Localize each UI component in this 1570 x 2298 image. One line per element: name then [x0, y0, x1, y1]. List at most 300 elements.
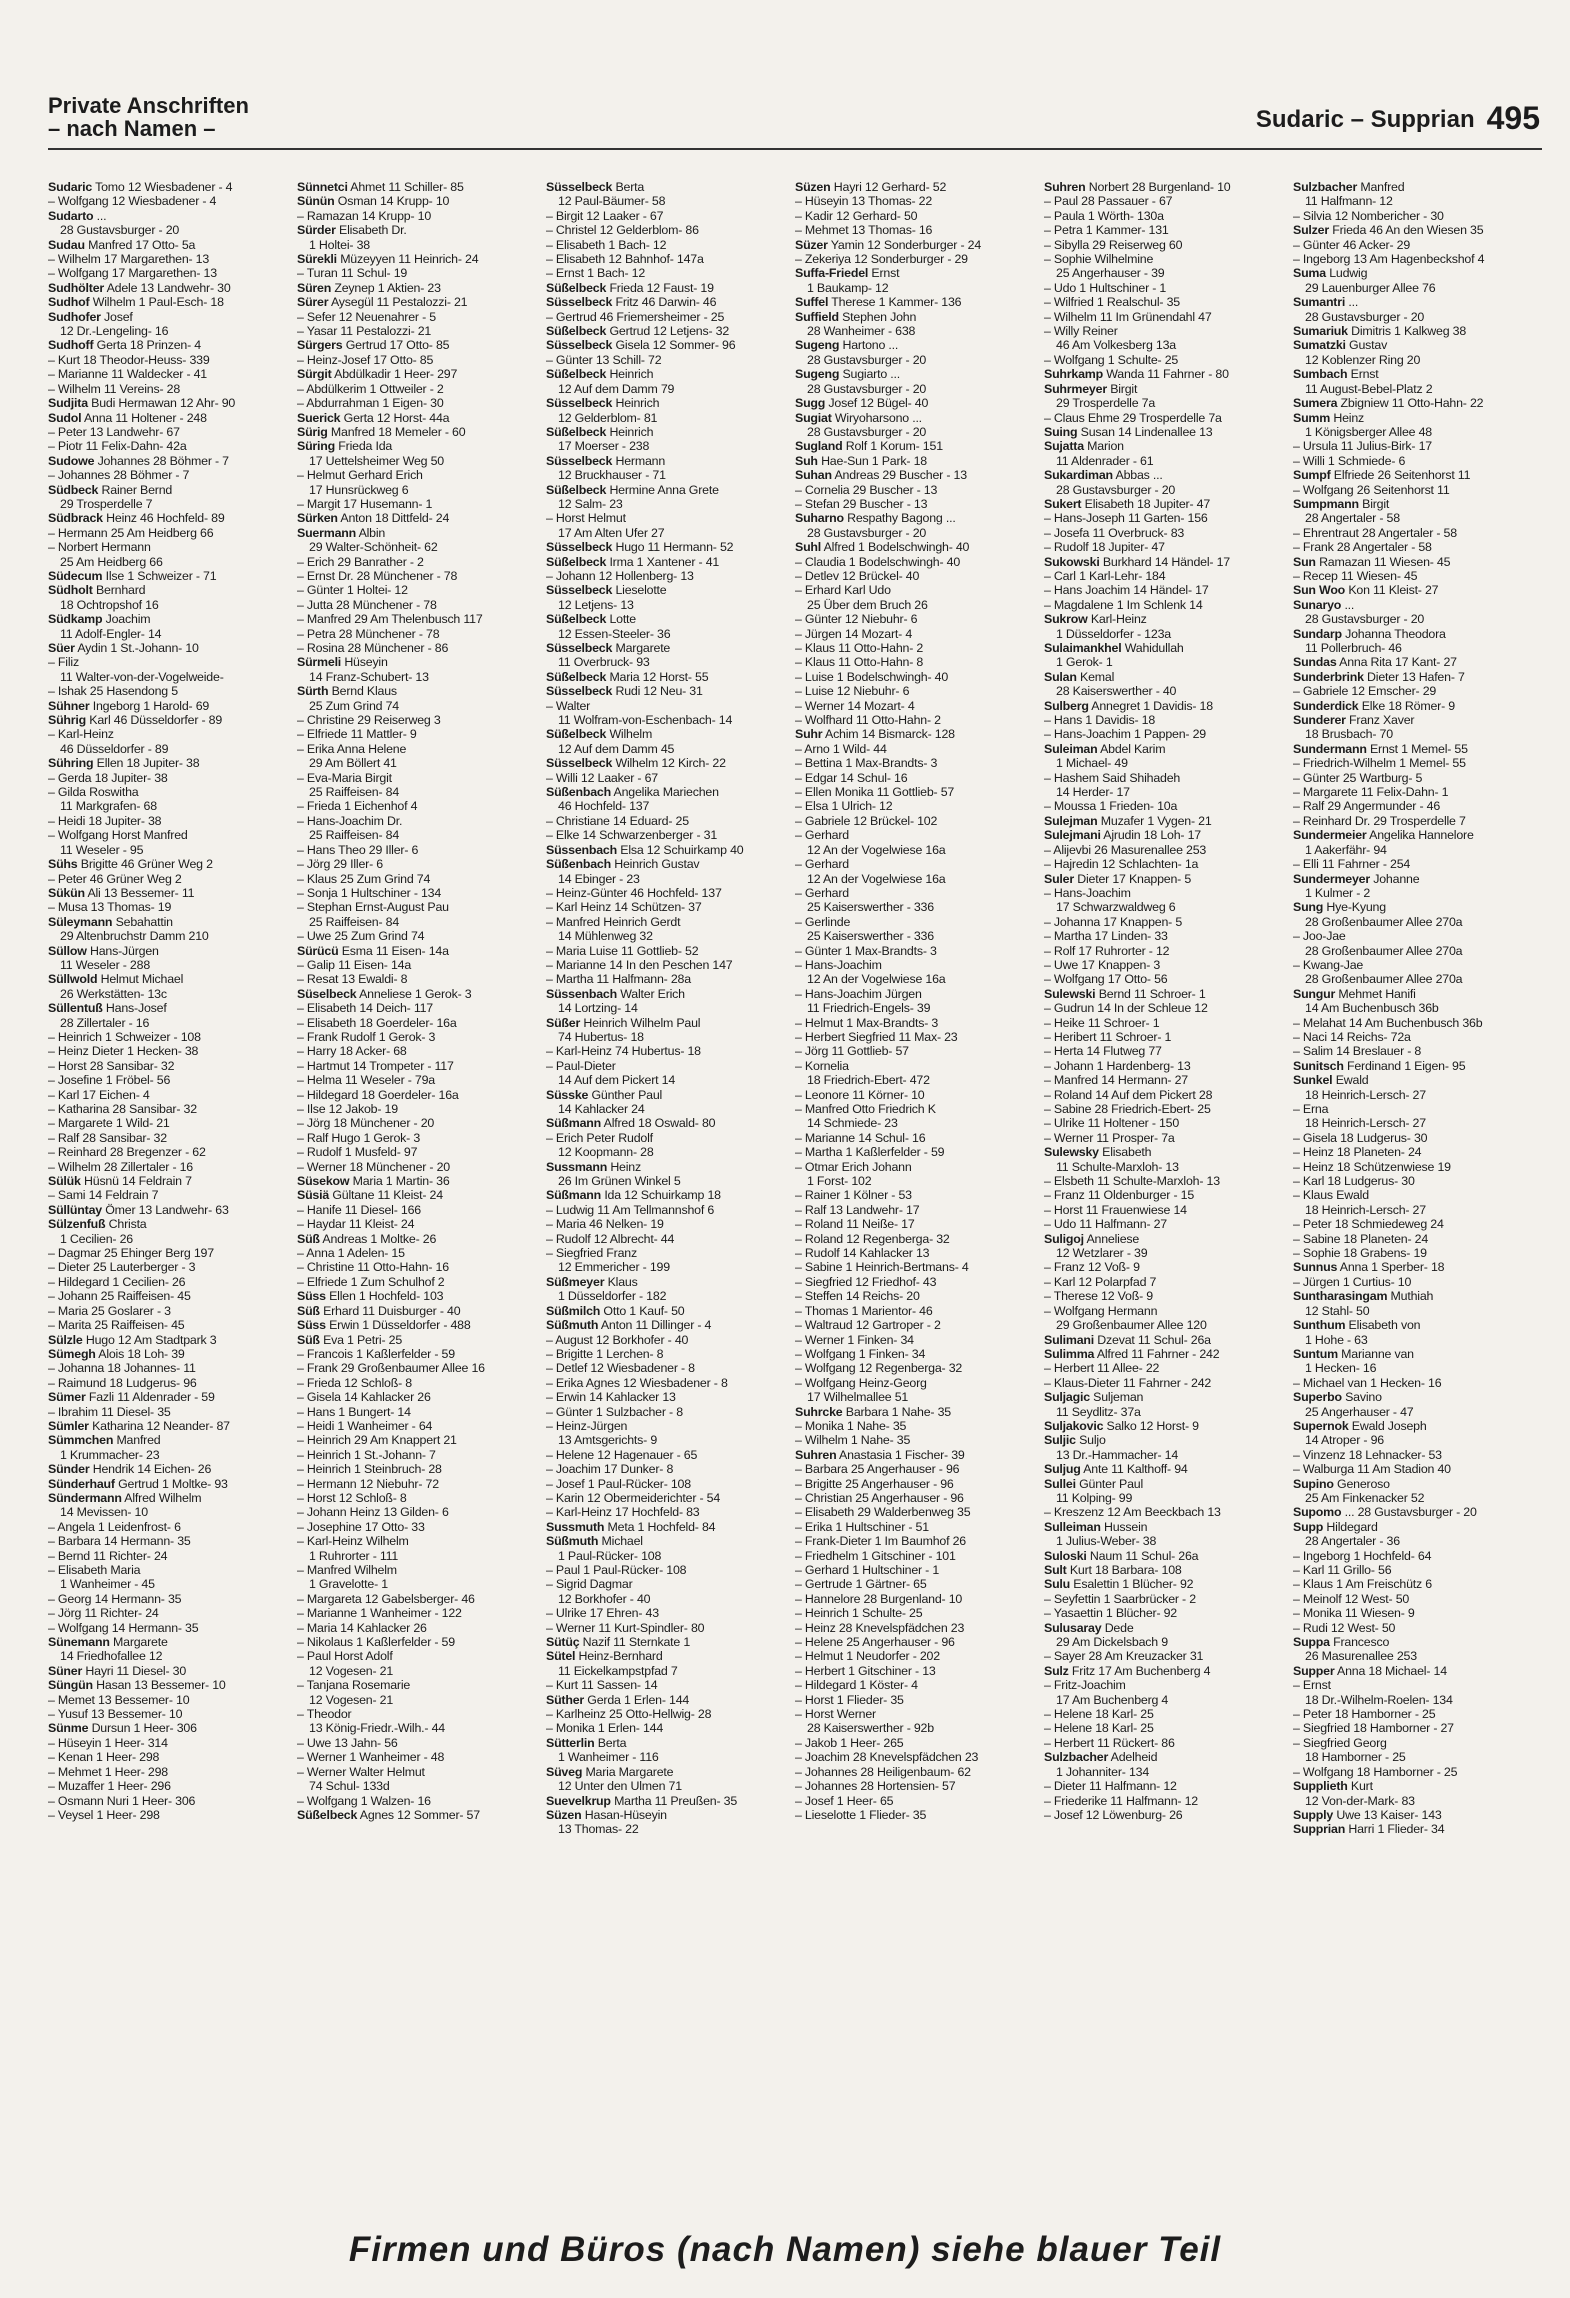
entry-details: 11 Weseler - 288: [60, 957, 151, 972]
entry-details: – Hans 1 Bungert- 14: [297, 1404, 411, 1419]
entry-details: 12 Vogesen- 21: [309, 1692, 394, 1707]
entry-details: – Hermann 25 Am Heidberg 66: [48, 525, 214, 540]
directory-entry: [1293, 396, 1542, 410]
entry-details: Wanda 11 Fahrner - 80: [1106, 367, 1229, 382]
footer-note: Firmen und Büros (nach Namen) siehe blauer Teil: [348, 2230, 1222, 2269]
entry-details: – August 12 Borkhofer - 40: [546, 1332, 689, 1347]
directory-entry: [48, 699, 297, 713]
directory-entry: [48, 1116, 297, 1130]
entry-details: – Günter 1 Sulzbacher - 8: [546, 1404, 683, 1419]
directory-entry: [48, 1491, 297, 1505]
directory-entry: [546, 1419, 795, 1433]
entry-details: Hans-Josef: [105, 1001, 167, 1016]
entry-surname: Sussmann: [546, 1159, 608, 1174]
entry-details: Gustav: [1349, 338, 1388, 353]
entry-details: 12 An der Vogelwiese 16a: [807, 842, 946, 857]
directory-entry: [546, 353, 795, 367]
entry-details: Zeynep 1 Aktien- 23: [334, 280, 441, 295]
entry-surname: Suler: [1044, 871, 1074, 886]
directory-entry: [297, 1808, 546, 1822]
entry-surname: Süßelbeck: [546, 727, 607, 742]
entry-details: – Maria 46 Nelken- 19: [546, 1217, 664, 1232]
entry-surname: Suermann: [297, 525, 356, 540]
directory-entry: [48, 684, 297, 698]
entry-details: Berta: [597, 1735, 627, 1750]
directory-entry: [1293, 511, 1542, 525]
entry-details: Berta: [615, 180, 645, 194]
entry-details: – Heinrich 1 Schulte- 25: [795, 1606, 923, 1621]
directory-entry: [1044, 1405, 1293, 1419]
entry-details: – Recep 11 Wiesen- 45: [1293, 568, 1418, 583]
directory-entry: [1293, 785, 1542, 799]
directory-entry: [546, 886, 795, 900]
entry-details: Alfred 11 Fahrner - 242: [1096, 1346, 1220, 1361]
entry-details: – Rudolf 12 Albrecht- 44: [546, 1231, 675, 1246]
directory-entry: [1044, 439, 1293, 453]
directory-entry: [546, 1390, 795, 1404]
entry-details: – Manfred Wilhelm: [297, 1563, 397, 1577]
entry-details: – Willy Reiner: [1044, 324, 1118, 339]
entry-details: – Johannes 28 Böhmer - 7: [48, 468, 190, 483]
entry-details: – Abdurrahman 1 Eigen- 30: [297, 396, 444, 411]
entry-details: 14 Ebinger - 23: [558, 871, 640, 886]
entry-surname: Süzen: [795, 180, 831, 194]
entry-surname: Sundermeier: [1293, 828, 1367, 843]
entry-surname: Süßelbeck: [546, 324, 607, 339]
entry-details: 1 Gerok- 1: [1056, 655, 1113, 670]
entry-details: – Jürgen 14 Mozart- 4: [795, 626, 913, 641]
entry-details: 12 An der Vogelwiese 16a: [807, 972, 946, 987]
directory-entry: [297, 540, 546, 554]
directory-entry: [297, 353, 546, 367]
directory-entry: [1044, 900, 1293, 914]
directory-entry: [1044, 1145, 1293, 1159]
directory-entry: [546, 915, 795, 929]
entry-details: – Josef 1 Paul-Rücker- 108: [546, 1476, 691, 1491]
entry-details: – Jakob 1 Heer- 265: [795, 1735, 904, 1750]
entry-details: Kurt 18 Barbara- 108: [1069, 1563, 1182, 1577]
directory-entry: [1044, 1635, 1293, 1649]
directory-entry: [795, 223, 1044, 237]
directory-entry: [297, 915, 546, 929]
entry-details: – Wilfried 1 Realschul- 35: [1044, 295, 1180, 310]
entry-surname: Sugiat: [795, 410, 832, 425]
entry-details: – Dagmar 25 Ehinger Berg 197: [48, 1246, 214, 1261]
entry-surname: Sulan: [1044, 669, 1077, 684]
entry-surname: Süer: [48, 641, 75, 655]
directory-entry: [297, 439, 546, 453]
entry-details: Hasan-Hüseyin: [584, 1807, 667, 1822]
entry-details: 12 Salm- 23: [558, 496, 623, 511]
directory-entry: [297, 1707, 546, 1721]
directory-entry: [297, 1491, 546, 1505]
directory-entry: [297, 252, 546, 266]
directory-entry: [48, 338, 297, 352]
entry-details: Manfred: [116, 1433, 161, 1448]
directory-entry: [1293, 1376, 1542, 1390]
directory-entry: [795, 468, 1044, 482]
entry-details: 12 Dr.-Lengeling- 16: [60, 324, 169, 339]
directory-entry: [1044, 1577, 1293, 1591]
entry-details: Salko 12 Horst- 9: [1106, 1418, 1199, 1433]
entry-details: – Ralf 29 Angermunder - 46: [1293, 799, 1441, 814]
entry-details: Hans-Jürgen: [89, 943, 159, 958]
entry-details: – Resat 13 Ewaldi- 8: [297, 972, 408, 987]
entry-details: Andreas 29 Buscher - 13: [834, 468, 967, 483]
directory-entry: [1293, 281, 1542, 295]
directory-entry: [795, 454, 1044, 468]
directory-entry: [546, 1505, 795, 1519]
entry-details: – Helmut 1 Max-Brandts- 3: [795, 1015, 939, 1030]
entry-details: – Klaus 1 Am Freischütz 6: [1293, 1577, 1432, 1592]
entry-surname: Süßmeyer: [546, 1274, 605, 1289]
directory-entry: [546, 338, 795, 352]
entry-details: – Leonore 11 Körner- 10: [795, 1087, 925, 1102]
entry-surname: Sungur: [1293, 986, 1336, 1001]
entry-surname: Sütel: [546, 1649, 576, 1664]
entry-surname: Supino: [1293, 1476, 1334, 1491]
directory-entry: [546, 655, 795, 669]
entry-details: Meta 1 Hochfeld- 84: [607, 1519, 716, 1534]
directory-entry: [1293, 670, 1542, 684]
directory-entry: [48, 1275, 297, 1289]
entry-surname: Sunaryo: [1293, 597, 1342, 612]
entry-surname: Sürgers: [297, 338, 343, 353]
directory-entry: [48, 785, 297, 799]
entry-details: – Petra 1 Kammer- 131: [1044, 223, 1169, 238]
directory-entry: [48, 1044, 297, 1058]
entry-details: 25 Kaiserswerther - 336: [807, 900, 934, 915]
entry-details: – Gisela 18 Ludgerus- 30: [1293, 1130, 1428, 1145]
entry-surname: Sulzbacher: [1293, 180, 1358, 194]
directory-entry: [795, 194, 1044, 208]
directory-entry: [546, 526, 795, 540]
directory-entry: [795, 699, 1044, 713]
entry-details: 12 Auf dem Damm 79: [558, 381, 675, 396]
directory-entry: [795, 785, 1044, 799]
entry-details: – Erich Peter Rudolf: [546, 1130, 653, 1145]
directory-entry: [546, 1448, 795, 1462]
directory-entry: [1293, 727, 1542, 741]
entry-surname: Sudowe: [48, 453, 95, 468]
directory-entry: [795, 1491, 1044, 1505]
directory-entry: [48, 799, 297, 813]
entry-details: – Rainer 1 Kölner - 53: [795, 1188, 912, 1203]
directory-entry: [1044, 1750, 1293, 1764]
entry-details: – Heinrich 29 Am Knappert 21: [297, 1433, 457, 1448]
directory-entry: [1293, 454, 1542, 468]
directory-entry: [297, 483, 546, 497]
directory-entry: [48, 857, 297, 871]
entry-details: Ellen 18 Jupiter- 38: [96, 756, 200, 771]
entry-surname: Suma: [1293, 266, 1326, 281]
entry-details: – Alijevbi 26 Masurenallee 253: [1044, 842, 1207, 857]
directory-entry: [1044, 799, 1293, 813]
directory-entry: [297, 1635, 546, 1649]
directory-entry: [795, 1520, 1044, 1534]
entry-details: Hartono ...: [842, 338, 899, 353]
entry-details: – Klaus 11 Otto-Hahn- 8: [795, 655, 924, 670]
directory-entry: [297, 555, 546, 569]
directory-entry: [48, 1347, 297, 1361]
directory-entry: [546, 367, 795, 381]
entry-surname: Süss: [297, 1318, 326, 1333]
entry-surname: Sukowski: [1044, 554, 1100, 569]
directory-entry: [1293, 338, 1542, 352]
entry-surname: Sunkel: [1293, 1073, 1333, 1088]
directory-entry: [1293, 1333, 1542, 1347]
directory-entry: [48, 1289, 297, 1303]
entry-surname: Suevelkrup: [546, 1793, 611, 1808]
directory-entry: [546, 396, 795, 410]
entry-surname: Suerick: [297, 410, 341, 425]
entry-surname: Sukardiman: [1044, 468, 1113, 483]
entry-details: Suljeman: [1093, 1390, 1144, 1405]
directory-entry: [795, 1794, 1044, 1808]
entry-details: – Dieter 25 Lauterberger - 3: [48, 1260, 196, 1275]
directory-entry: [795, 1116, 1044, 1130]
entry-surname: Süsselbeck: [546, 338, 613, 353]
directory-entry: [1293, 194, 1542, 208]
entry-details: 11 Wolfram-von-Eschenbach- 14: [558, 713, 733, 728]
directory-entry: [795, 526, 1044, 540]
entry-surname: Suffel: [795, 295, 829, 310]
entry-details: – Christine 11 Otto-Hahn- 16: [297, 1260, 449, 1275]
entry-surname: Sussmuth: [546, 1519, 605, 1534]
directory-entry: [546, 540, 795, 554]
directory-entry: [297, 1016, 546, 1030]
entry-surname: Sulberg: [1044, 698, 1089, 713]
directory-entry: [546, 1275, 795, 1289]
directory-entry: [1044, 396, 1293, 410]
entry-details: – Heinrich 1 Steinbruch- 28: [297, 1462, 442, 1477]
entry-surname: Sürücü: [297, 943, 339, 958]
entry-details: – Friederike 11 Halfmann- 12: [1044, 1793, 1198, 1808]
entry-details: 29 Altenbruchstr Damm 210: [60, 929, 209, 944]
entry-details: – Rosina 28 Münchener - 86: [297, 641, 449, 655]
directory-entry: [297, 411, 546, 425]
entry-details: – Salim 14 Breslauer - 8: [1293, 1044, 1422, 1059]
entry-details: 11 Aldenrader - 61: [1056, 453, 1154, 468]
entry-details: 14 Franz-Schubert- 13: [309, 669, 429, 684]
entry-details: – Seyfettin 1 Saarbrücker - 2: [1044, 1591, 1196, 1606]
entry-details: – Heinrich 1 St.-Johann- 7: [297, 1447, 436, 1462]
directory-entry: [795, 1563, 1044, 1577]
directory-entry: [795, 281, 1044, 295]
directory-entry: [1293, 1534, 1542, 1548]
entry-details: Fritz 46 Darwin- 46: [615, 295, 717, 310]
entry-details: Gertrud 1 Moltke- 93: [118, 1476, 228, 1491]
entry-details: Ramazan 11 Wiesen- 45: [1319, 554, 1451, 569]
entry-surname: Suhl: [795, 540, 822, 555]
directory-entry: [1293, 526, 1542, 540]
entry-surname: Süsselbeck: [546, 684, 613, 699]
entry-details: – Herbert 11 Allee- 22: [1044, 1361, 1160, 1376]
directory-entry: [795, 1102, 1044, 1116]
directory-entry: [546, 1635, 795, 1649]
directory-entry: [795, 1649, 1044, 1663]
entry-surname: Süsselbeck: [546, 583, 613, 598]
entry-surname: Sugg: [795, 396, 826, 411]
directory-entry: [1293, 828, 1542, 842]
directory-entry: [48, 655, 297, 669]
entry-surname: Süllüntay: [48, 1202, 102, 1217]
entry-details: – Gerhard: [795, 828, 849, 843]
directory-entry: [297, 338, 546, 352]
entry-details: Sugiarto ...: [842, 367, 901, 382]
directory-entry: [297, 929, 546, 943]
entry-details: Christa: [108, 1217, 147, 1232]
directory-entry: [297, 454, 546, 468]
directory-entry: [297, 425, 546, 439]
directory-entry: [48, 1592, 297, 1606]
entry-surname: Sujatta: [1044, 439, 1084, 454]
directory-entry: [48, 641, 297, 655]
entry-details: 18 Brusbach- 70: [1305, 727, 1393, 742]
entry-surname: Sudau: [48, 237, 85, 252]
directory-entry: [1293, 1203, 1542, 1217]
directory-entry: [1293, 1174, 1542, 1188]
entry-details: Hugo 11 Hermann- 52: [615, 540, 734, 555]
directory-entry: [795, 1779, 1044, 1793]
name-range: Sudaric – Supprian: [1255, 106, 1475, 133]
entry-details: – Siegfried Georg: [1293, 1735, 1387, 1750]
entry-surname: Südbrack: [48, 511, 103, 526]
directory-entry: [1293, 1160, 1542, 1174]
entry-surname: Sürekli: [297, 252, 337, 267]
directory-entry: [1044, 555, 1293, 569]
directory-entry: [48, 944, 297, 958]
entry-details: Respathy Bagong ...: [847, 511, 956, 526]
directory-entry: [1044, 627, 1293, 641]
entry-details: Maria 12 Horst- 55: [609, 669, 709, 684]
directory-entry: [48, 468, 297, 482]
directory-entry: [48, 1232, 297, 1246]
directory-entry: [48, 223, 297, 237]
entry-details: Ida 12 Schuirkamp 18: [604, 1188, 721, 1203]
entry-surname: Süss: [297, 1289, 326, 1304]
directory-entry: [1293, 598, 1542, 612]
entry-details: Aydin 1 St.-Johann- 10: [77, 641, 199, 655]
entry-details: 1 Wanheimer - 45: [60, 1577, 155, 1592]
directory-entry: [1044, 872, 1293, 886]
directory-entry: [1044, 1131, 1293, 1145]
entry-details: Joachim: [105, 612, 151, 627]
directory-entry: [546, 1001, 795, 1015]
directory-entry: [297, 1333, 546, 1347]
entry-surname: Süßelbeck: [546, 424, 607, 439]
entry-surname: Süsekow: [297, 1174, 350, 1189]
entry-details: – Mehmet 1 Heer- 298: [48, 1764, 168, 1779]
entry-surname: Sulz: [1044, 1663, 1069, 1678]
entry-details: – Manfred 14 Hermann- 27: [1044, 1073, 1188, 1088]
entry-details: – Margarete 11 Felix-Dahn- 1: [1293, 785, 1449, 800]
entry-surname: Süsselbeck: [546, 453, 613, 468]
entry-details: – Helmut Gerhard Erich: [297, 468, 423, 483]
entry-details: Agnes 12 Sommer- 57: [359, 1807, 480, 1822]
entry-details: 25 Raiffeisen- 84: [309, 914, 400, 929]
entry-surname: Sulzer: [1293, 223, 1329, 238]
entry-details: – Jörg 11 Gottlieb- 57: [795, 1044, 909, 1059]
entry-details: – Martha 17 Linden- 33: [1044, 929, 1168, 944]
entry-details: – Paul-Dieter: [546, 1058, 616, 1073]
directory-entry: [297, 1217, 546, 1231]
entry-details: – Udo 11 Halfmann- 27: [1044, 1217, 1167, 1232]
directory-entry: [546, 1577, 795, 1591]
entry-details: – Manfred Otto Friedrich K: [795, 1102, 936, 1116]
entry-details: 28 Großenbaumer Allee 270a: [1305, 914, 1463, 929]
entry-details: Muzafer 1 Vygen- 21: [1100, 813, 1212, 828]
entry-details: – Heidi 18 Jupiter- 38: [48, 813, 162, 828]
directory-entry: [795, 1289, 1044, 1303]
entry-details: 17 Moerser - 238: [558, 439, 650, 454]
directory-entry: [48, 1188, 297, 1202]
entry-details: Albin: [358, 525, 386, 540]
section-title-line1: Private Anschriften: [48, 93, 249, 118]
entry-details: 12 Koblenzer Ring 20: [1305, 352, 1421, 367]
directory-entry: [48, 598, 297, 612]
directory-entry: [297, 1592, 546, 1606]
entry-surname: Süßelbeck: [546, 669, 607, 684]
directory-entry: [795, 1318, 1044, 1332]
directory-entry: [297, 526, 546, 540]
directory-entry: [48, 1361, 297, 1375]
entry-surname: Süllwold: [48, 972, 98, 987]
entry-details: 13 Thomas- 22: [558, 1822, 639, 1837]
directory-entry: [1293, 958, 1542, 972]
directory-entry: [297, 238, 546, 252]
directory-entry: [546, 1736, 795, 1750]
directory-entry: [297, 1131, 546, 1145]
directory-entry: [1293, 439, 1542, 453]
entry-details: 25 Angerhauser - 39: [1056, 266, 1165, 281]
directory-entry: [48, 1160, 297, 1174]
directory-entry: [795, 627, 1044, 641]
directory-entry: [297, 367, 546, 381]
entry-details: – Sabine 1 Heinrich-Bertmans- 4: [795, 1260, 969, 1275]
directory-entry: [1293, 1318, 1542, 1332]
entry-details: – Cornelia 29 Buscher - 13: [795, 482, 938, 497]
directory-entry: [297, 1693, 546, 1707]
entry-details: Eva 1 Petri- 25: [323, 1332, 403, 1347]
entry-details: – Monika 11 Wiesen- 9: [1293, 1606, 1415, 1621]
directory-entry: [48, 1174, 297, 1188]
entry-details: 28 Zillertaler - 16: [60, 1015, 150, 1030]
entry-surname: Süngün: [48, 1678, 93, 1693]
directory-entry: [795, 1160, 1044, 1174]
directory-entry: [795, 987, 1044, 1001]
directory-entry: [1044, 670, 1293, 684]
entry-details: – Wolfgang 1 Walzen- 16: [297, 1793, 431, 1808]
directory-entry: [795, 511, 1044, 525]
entry-details: – Waltraud 12 Gartroper - 2: [795, 1318, 941, 1333]
entry-details: – Petra 28 Münchener - 78: [297, 626, 440, 641]
entry-details: – Peter 46 Grüner Weg 2: [48, 871, 182, 886]
entry-details: – Rudolf 18 Jupiter- 47: [1044, 540, 1165, 555]
directory-entry: [795, 396, 1044, 410]
directory-entry: [48, 238, 297, 252]
directory-entry: [48, 1693, 297, 1707]
directory-entry: [1293, 1736, 1542, 1750]
entry-details: – Karl 17 Eichen- 4: [48, 1087, 150, 1102]
directory-entry: [795, 238, 1044, 252]
directory-entry: [48, 1635, 297, 1649]
entry-details: – Claudia 1 Bodelschwingh- 40: [795, 554, 961, 569]
entry-surname: Sürer: [297, 295, 329, 310]
entry-details: 14 Auf dem Pickert 14: [558, 1073, 676, 1088]
directory-entry: [795, 1188, 1044, 1202]
directory-entry: [1044, 1260, 1293, 1274]
